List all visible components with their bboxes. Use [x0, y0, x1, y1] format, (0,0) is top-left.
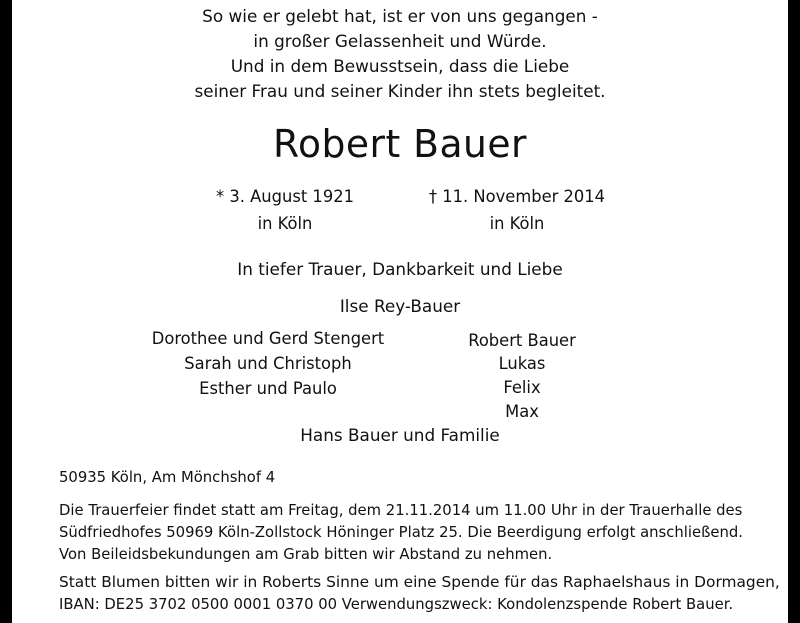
donation-info-line-1: Statt Blumen bitten wir in Roberts Sinne um eine Spende für das Raphaelshaus in Dormagen,: [59, 573, 780, 591]
poem-line-4: seiner Frau und seiner Kinder ihn stets begleitet.: [194, 82, 606, 102]
deceased-name: Robert Bauer: [273, 122, 527, 166]
family-right-2: Lukas: [498, 354, 546, 374]
family-right-3: Felix: [503, 378, 541, 398]
poem-line-1: So wie er gelebt hat, ist er von uns gegangen -: [202, 7, 598, 27]
poem-line-2: in großer Gelassenheit und Würde.: [253, 32, 547, 52]
family-right-1: Robert Bauer: [468, 331, 576, 351]
family-right-4: Max: [505, 402, 539, 422]
funeral-info-line-1: Die Trauerfeier findet statt am Freitag, dem 21.11.2014 um 11.00 Uhr in der Trauerhalle des: [59, 501, 743, 519]
family-last: Hans Bauer und Familie: [300, 426, 500, 446]
obituary-notice: [12, 0, 788, 623]
family-left-3: Esther und Paulo: [199, 379, 337, 399]
birth-place: in Köln: [257, 214, 313, 234]
mourning-line: In tiefer Trauer, Dankbarkeit und Liebe: [237, 260, 563, 280]
funeral-info-line-2: Südfriedhofes 50969 Köln-Zollstock Höninger Platz 25. Die Beerdigung erfolgt anschließend.: [59, 523, 744, 541]
poem-line-3: Und in dem Bewusstsein, dass die Liebe: [230, 57, 570, 77]
birth-date: * 3. August 1921: [216, 187, 354, 207]
family-left-2: Sarah und Christoph: [184, 354, 352, 374]
funeral-info-line-3: Von Beileidsbekundungen am Grab bitten wir Abstand zu nehmen.: [59, 545, 553, 563]
widow-name: Ilse Rey-Bauer: [339, 297, 461, 317]
address: 50935 Köln, Am Mönchshof 4: [59, 468, 276, 486]
death-place: in Köln: [489, 214, 545, 234]
family-left-1: Dorothee und Gerd Stengert: [151, 329, 385, 349]
donation-info-line-2: IBAN: DE25 3702 0500 0001 0370 00 Verwendungszweck: Kondolenzspende Robert Bauer.: [59, 595, 734, 613]
death-date: † 11. November 2014: [428, 187, 606, 207]
